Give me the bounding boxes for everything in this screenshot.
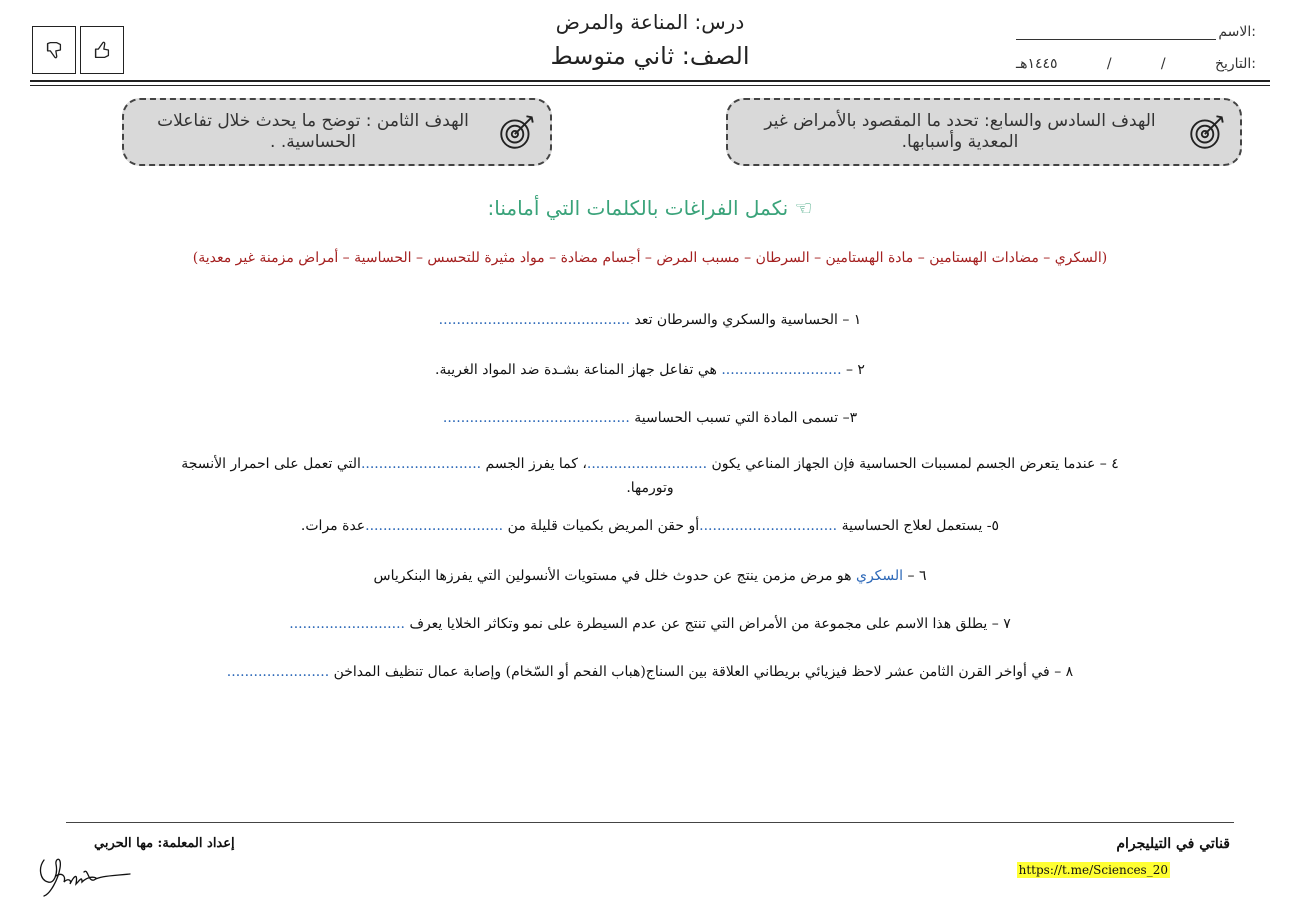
goal-text: الهدف الثامن : توضح ما يحدث خلال تفاعلات الحساسية. . xyxy=(157,111,469,152)
thumbs-up-box[interactable] xyxy=(80,26,124,74)
thumbs-down-box[interactable] xyxy=(32,26,76,74)
question-2: ٢ – ........................... هي تفاعل جهاز المناعة بشـدة ضد المواد الغريبة. xyxy=(435,362,865,378)
header-rule xyxy=(30,85,1270,86)
answer-blank[interactable]: ............................... xyxy=(365,518,504,534)
thumbs-up-icon xyxy=(91,39,113,61)
date-year: ١٤٤٥هـ xyxy=(1016,56,1058,72)
question-7: ٧ – يطلق هذا الاسم على مجموعة من الأمراض التي تنتج عن عدم السيطرة على نمو وتكاثر الخلايا يعرف .......................... xyxy=(289,616,1011,632)
question-6: ٦ – السكري هو مرض مزمن ينتج عن حدوث خلل في مستويات الأنسولين التي يفرزها البنكرياس xyxy=(373,568,927,584)
filled-answer: السكري xyxy=(856,568,904,584)
answer-blank[interactable]: ....................... xyxy=(226,664,330,680)
target-icon xyxy=(496,111,538,153)
date-separator: / xyxy=(1106,56,1112,72)
answer-blank[interactable]: ........................... xyxy=(721,362,842,378)
answer-blank[interactable]: ............................... xyxy=(699,518,838,534)
question-1: ١ – الحساسية والسكري والسرطان تعد ........................................... xyxy=(438,312,862,328)
goal-box-eight xyxy=(122,98,552,166)
channel-link[interactable]: https://t.me/Sciences_20 xyxy=(1018,863,1168,877)
name-row xyxy=(1016,24,1256,40)
answer-blank[interactable]: ........................... xyxy=(360,456,482,472)
answer-blank[interactable]: .......................... xyxy=(289,616,405,632)
instruction xyxy=(300,196,1000,220)
question-8: ٨ – في أواخر القرن الثامن عشر لاحظ فيزيائي بريطاني العلاقة بين السناج(هباب الفحم أو السّخام) وإصابة عمال تنظيف المداخن ....................... xyxy=(226,664,1074,680)
header-rule xyxy=(30,80,1270,82)
name-label: الاسم: xyxy=(1218,24,1256,40)
name-field[interactable] xyxy=(1016,25,1216,40)
channel-label: قناتي في التيليجرام xyxy=(1116,836,1230,852)
thumbs-down-icon xyxy=(43,39,65,61)
answer-blank[interactable]: ........................... xyxy=(586,456,708,472)
instruction-text: نكمل الفراغات بالكلمات التي أمامنا: xyxy=(487,196,789,220)
signature-image xyxy=(36,846,136,900)
grade-title: الصف: ثاني متوسط xyxy=(550,42,750,70)
word-bank: (السكري – مضادات الهستامين – مادة الهستامين – السرطان – مسبب المرض – أجسام مضادة – مواد مثيرة للتحسس – الحساسية – أمراض مزمنة غير معدية) xyxy=(192,250,1108,266)
date-separator: / xyxy=(1160,56,1166,72)
pointing-hand-icon: ☜ xyxy=(794,196,813,220)
lesson-title: درس: المناعة والمرض xyxy=(555,10,745,34)
footer-rule xyxy=(66,822,1234,823)
teacher-credit: إعداد المعلمة: مها الحربي xyxy=(94,836,235,851)
question-5: ٥- يستعمل لعلاج الحساسية ...............................أو حقن المريض بكميات قليلة من ...............................عدة مرات. xyxy=(300,518,1000,534)
target-icon xyxy=(1186,111,1228,153)
answer-blank[interactable]: ........................................... xyxy=(438,312,631,328)
question-4: ٤ – عندما يتعرض الجسم لمسببات الحساسية فإن الجهاز المناعي يكون ...........................، كما يفرز الجسم ...........................التي تعمل على احمرار الأنسجة وتورمها. xyxy=(181,456,1119,496)
goal-box-six-seven xyxy=(726,98,1242,166)
question-3: ٣– تسمى المادة التي تسبب الحساسية .......................................... xyxy=(442,410,858,426)
goal-text: الهدف السادس والسابع: تحدد ما المقصود بالأمراض غير المعدية وأسبابها. xyxy=(764,111,1156,152)
answer-blank[interactable]: .......................................... xyxy=(442,410,630,426)
date-label: التاريخ: xyxy=(1214,56,1256,72)
date-row xyxy=(1016,56,1256,72)
